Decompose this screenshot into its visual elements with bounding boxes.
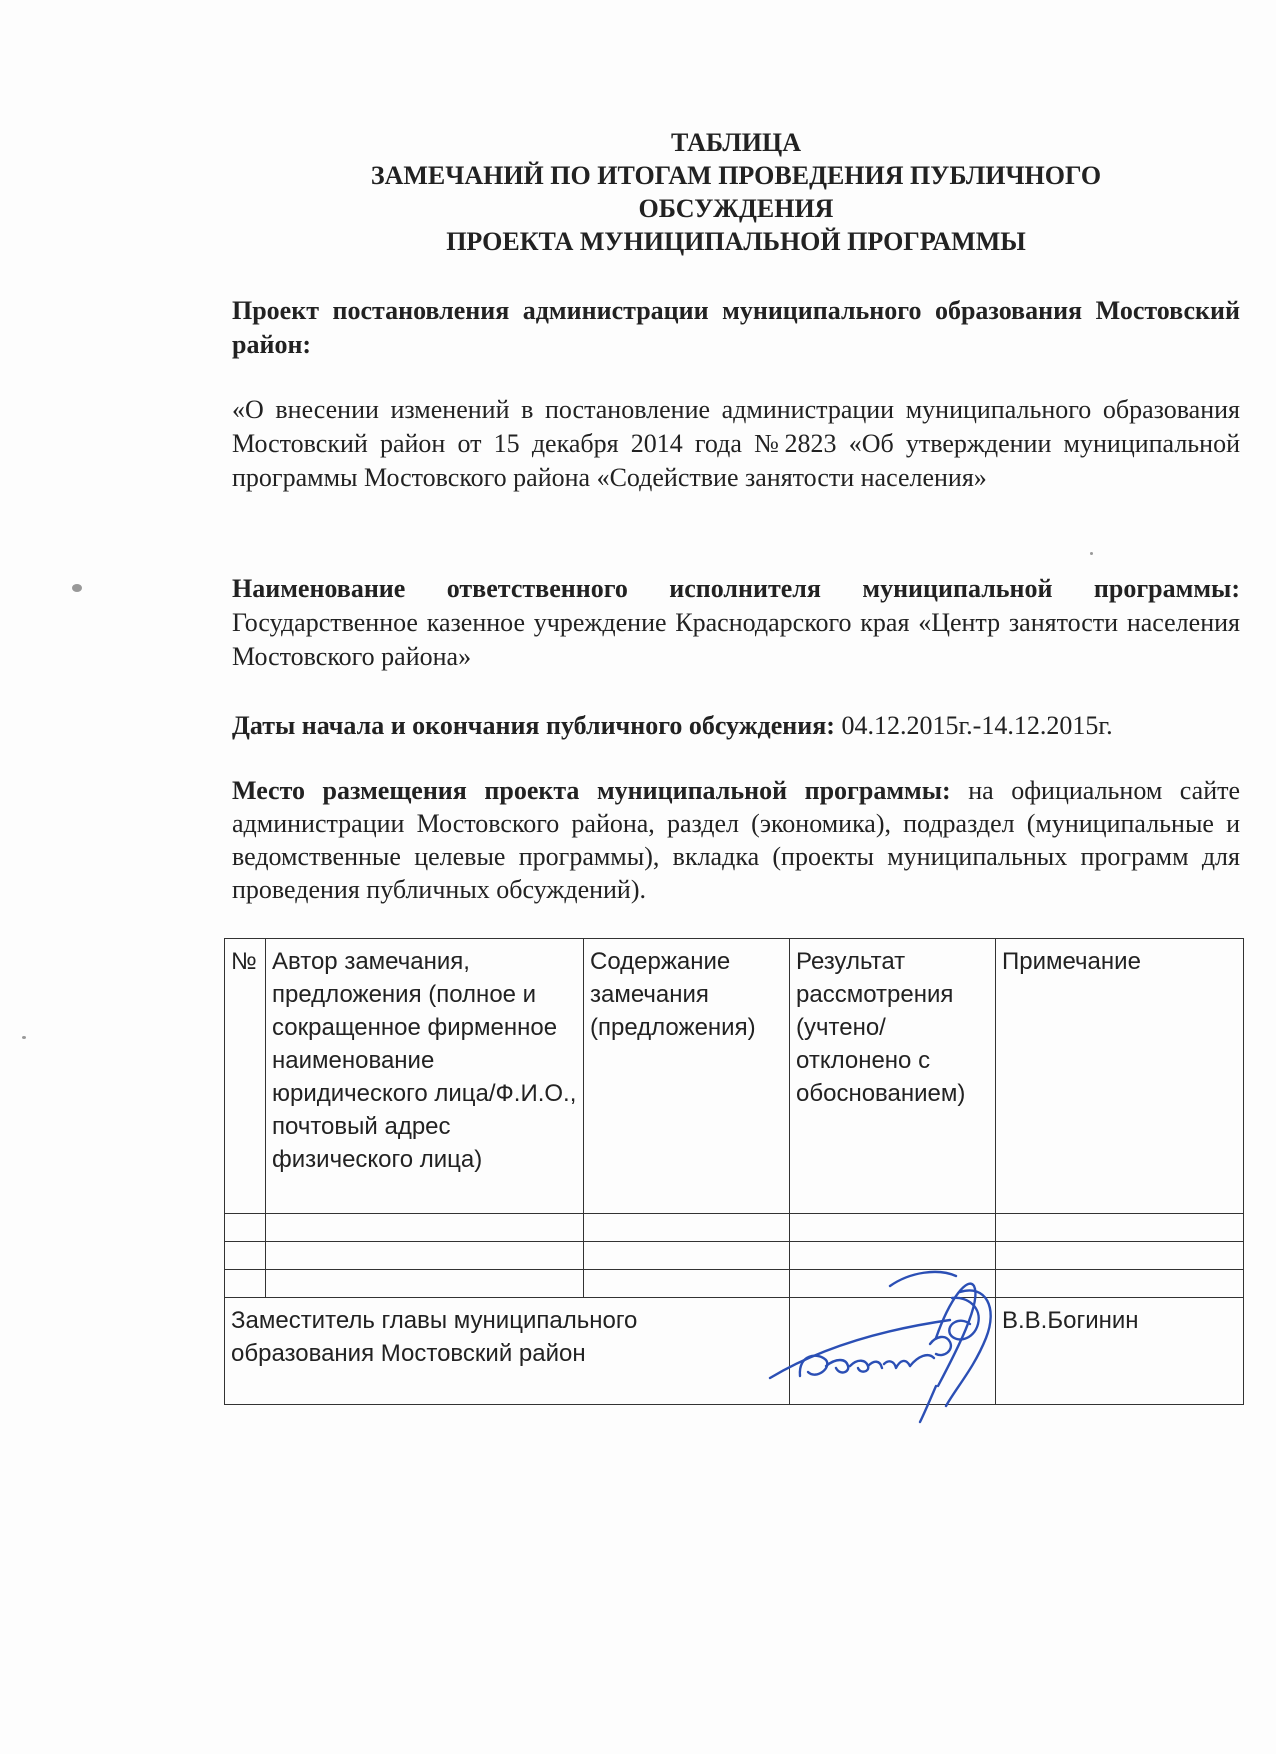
table-cell xyxy=(584,1242,790,1270)
signer-position: Заместитель главы муниципального образования Мостовский район xyxy=(225,1298,790,1405)
table-cell xyxy=(266,1242,584,1270)
table-cell xyxy=(996,1214,1244,1242)
project-label-text: Проект постановления администрации муниципального образования Мостовский район: xyxy=(232,296,1240,359)
placement-section xyxy=(232,774,1240,906)
table-cell xyxy=(584,1270,790,1298)
header-author: Автор замечания, предложения (полное и сокращенное фирменное наименование юридического лица/Ф.И.О., почтовый адрес физического лица) xyxy=(266,939,584,1214)
signature-row xyxy=(225,1298,1244,1405)
executor-label: Наименование ответственного исполнителя муниципальной программы: xyxy=(232,574,1240,603)
table-row xyxy=(225,1270,1244,1298)
scan-speck xyxy=(1090,552,1093,555)
table-row xyxy=(225,1214,1244,1242)
table-cell xyxy=(225,1214,266,1242)
scan-speck xyxy=(22,1036,26,1039)
table-cell xyxy=(790,1270,996,1298)
header-result: Результат рассмотрения (учтено/ отклонено с обоснованием) xyxy=(790,939,996,1214)
dates-value: 04.12.2015г.-14.12.2015г. xyxy=(841,711,1113,740)
header-content: Содержание замечания (предложения) xyxy=(584,939,790,1214)
document-title xyxy=(232,126,1240,258)
placement-label: Место размещения проекта муниципальной программы: xyxy=(232,776,951,805)
dates-section xyxy=(232,709,1240,743)
header-note: Примечание xyxy=(996,939,1244,1214)
dates-label: Даты начала и окончания публичного обсуждения: xyxy=(232,711,835,740)
scan-speck xyxy=(72,584,82,592)
table-cell xyxy=(790,1214,996,1242)
table-row xyxy=(225,1242,1244,1270)
placement-value: на официальном сайте администрации Мостовского района, раздел (экономика), подраздел (муниципальные и ведомственные целевые программы), вкладка (проекты муниципальных программ для проведения публичных обсуждений). xyxy=(232,776,1241,904)
project-label xyxy=(232,294,1240,362)
title-line-4: ПРОЕКТА МУНИЦИПАЛЬНОЙ ПРОГРАММЫ xyxy=(446,227,1026,256)
title-line-1: ТАБЛИЦА xyxy=(671,128,801,157)
table-cell xyxy=(996,1242,1244,1270)
table-cell xyxy=(266,1270,584,1298)
table-cell xyxy=(266,1214,584,1242)
signature-cell xyxy=(790,1298,996,1405)
title-line-2: ЗАМЕЧАНИЙ ПО ИТОГАМ ПРОВЕДЕНИЯ ПУБЛИЧНОГО xyxy=(370,161,1102,190)
project-title: «О внесении изменений в постановление администрации муниципального образования Мостовский район от 15 декабря 2014 года №2823 «Об утверждении муниципальной программы Мостовского района «Содействие занятости населения» xyxy=(232,395,1240,492)
title-line-3: ОБСУЖДЕНИЯ xyxy=(638,194,834,223)
table-cell xyxy=(584,1214,790,1242)
table-cell xyxy=(996,1270,1244,1298)
table-cell xyxy=(790,1242,996,1270)
header-number: № xyxy=(225,939,266,1214)
signer-name: В.В.Богинин xyxy=(996,1298,1244,1405)
table-cell xyxy=(225,1242,266,1270)
executor-section xyxy=(232,572,1240,674)
executor-value: Государственное казенное учреждение Краснодарского края «Центр занятости населения Мостовского района» xyxy=(232,608,1240,671)
comments-table xyxy=(224,938,1244,1405)
table-cell xyxy=(225,1270,266,1298)
table-header-row xyxy=(225,939,1244,1214)
